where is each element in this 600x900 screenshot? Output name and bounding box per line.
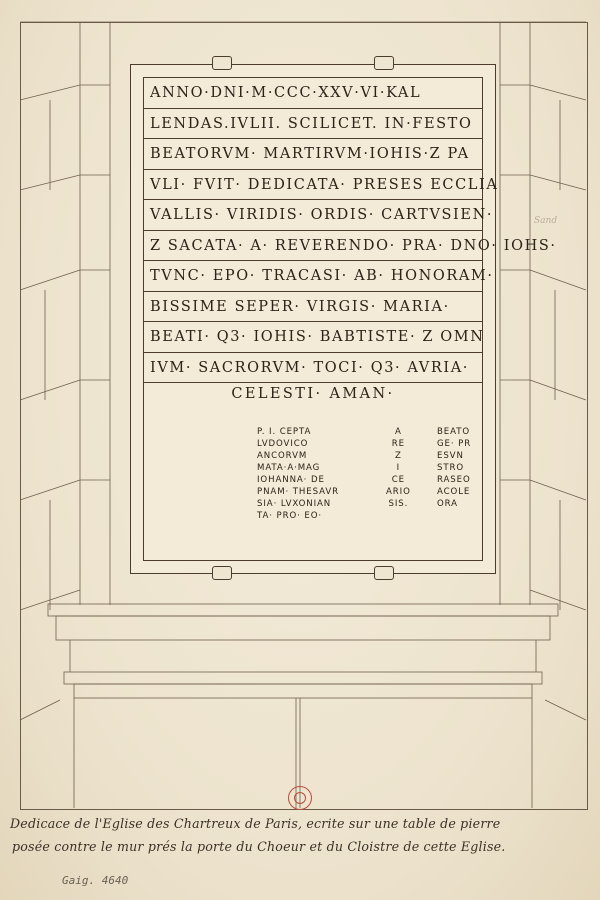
margin-note: Sand: [534, 216, 558, 226]
inscription-line: VLI· FVIT· DEDICATA· PRESES ECCLIA: [144, 170, 482, 201]
inscription-line: BEATI· Q3· IOHIS· BABTISTE· Z OMN: [144, 322, 482, 353]
shelf-mark: Gaig. 4640: [62, 874, 129, 887]
tablet-clamp: [374, 566, 394, 580]
tablet-clamp: [374, 56, 394, 70]
inscription-line: TVNC· EPO· TRACASI· AB· HONORAM·: [144, 261, 482, 292]
inscription-line: BEATORVM· MARTIRVM·IOHIS·Z PA: [144, 139, 482, 170]
caption-line-2: posée contre le mur prés la porte du Choeur et du Cloistre de cette Eglise.: [12, 839, 506, 854]
inscription-last-line: CELESTI· AMAN·: [231, 386, 395, 402]
inscription-line: VALLIS· VIRIDIS· ORDIS· CARTVSIEN·: [144, 200, 482, 231]
library-stamp-icon: [288, 786, 312, 810]
inscription-line: LENDAS.IVLII. SCILICET. IN·FESTO: [144, 109, 482, 140]
inscription-block-left: P. I. CEPTA LVDOVICO ANCORVM MATA·A·MAG IOHANNA· DE PNAM· THESAVR SIA· LVXONIAN TA· PRO· EO·: [257, 427, 340, 521]
inscription-line: ANNO·DNI·M·CCC·XXV·VI·KAL: [144, 78, 482, 109]
tablet-clamp: [212, 566, 232, 580]
caption-line-1: Dedicace de l'Eglise des Chartreux de Paris, ecrite sur une table de pierre: [10, 816, 501, 831]
inscription-block-middle: A RE Z I CE ARIO SIS.: [386, 427, 411, 509]
inscription-line: IVM· SACRORVM· TOCI· Q3· AVRIA·: [144, 353, 482, 384]
tablet-clamp: [212, 56, 232, 70]
inscription-block-right: BEATO GE· PR ESVN STRO RASEO ACOLE ORA: [437, 427, 472, 509]
caption: [10, 812, 595, 858]
inscription-line: BISSIME SEPER· VIRGIS· MARIA·: [144, 292, 482, 323]
inscription-line: Z SACATA· A· REVERENDO· PRA· DNO· IOHS·: [144, 231, 482, 262]
